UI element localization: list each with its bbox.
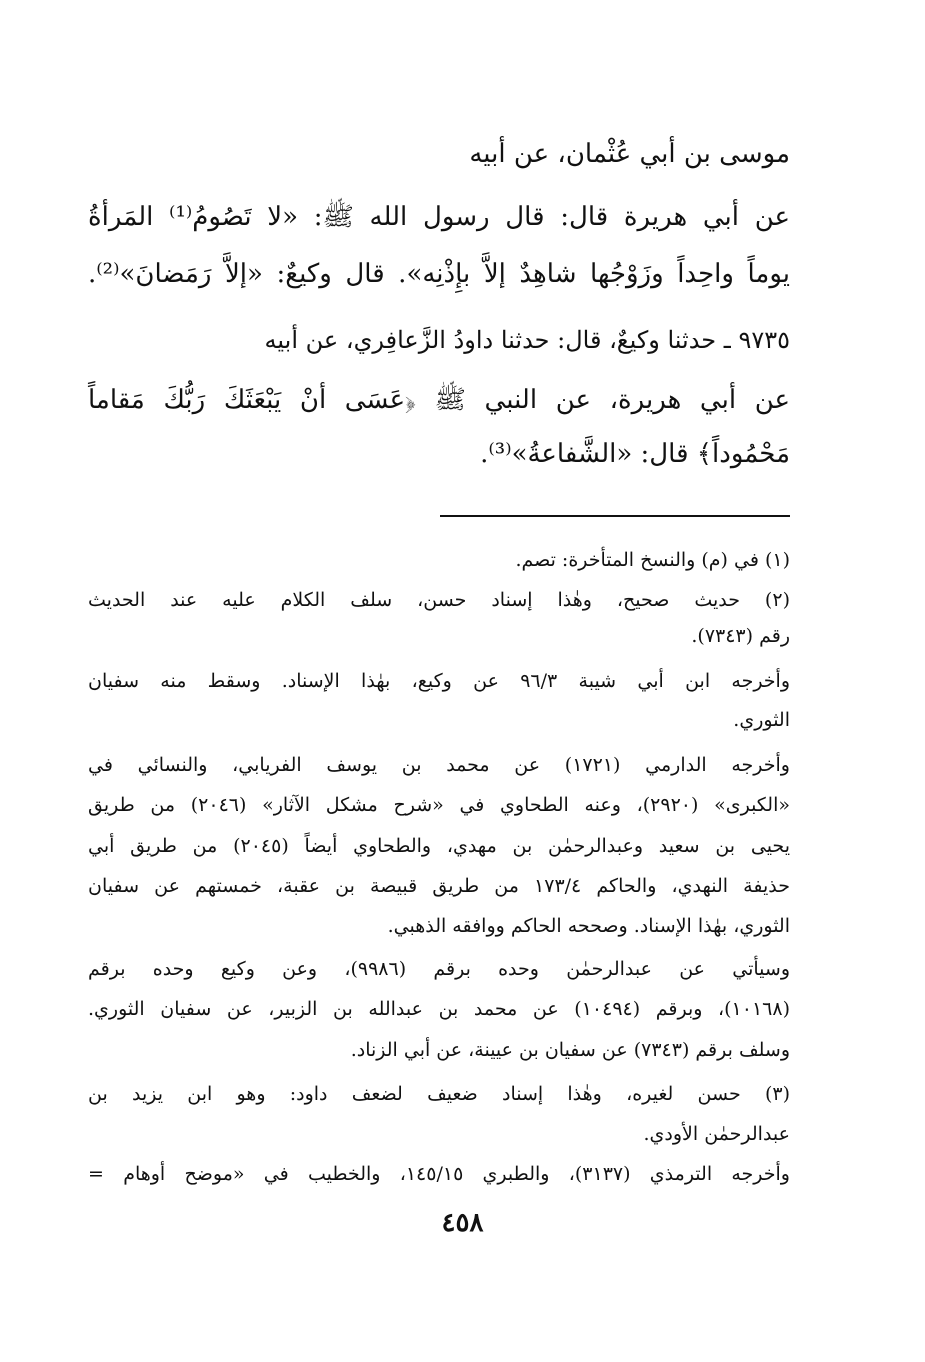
footnote-2-line: وسلف برقم (٧٣٤٣) عن سفيان بن عيينة، عن أبي الزناد. xyxy=(350,1039,790,1061)
footnote-3-line: وأخرجه الترمذي (٣١٣٧)، والطبري ١٤٥/١٥، والخطيب في «موضح أوهام = xyxy=(88,1163,790,1185)
footnote-3-line: (٣) حسن لغيره، وهٰذا إسناد ضعيف لضعف داود: وهو ابن يزيد بن xyxy=(88,1083,790,1105)
footnote-2-line: يحيى بن سعيد وعبدالرحمٰن بن مهدي، والطحاوي أيضاً (٢٠٤٥) من طريق أبي xyxy=(88,835,790,857)
main-text-line-2: عن أبي هريرة قال: قال رسول الله ﷺ: «لا تَصُومُ⁽¹⁾ المَرأةُ xyxy=(88,202,790,232)
footnote-1: (١) في (م) والنسخ المتأخرة: تصم. xyxy=(515,549,790,571)
main-text-line-5: عن أبي هريرة، عن النبي ﷺ ﴿عَسَى أنْ يَبْعَثَكَ رَبُّكَ مَقاماً xyxy=(88,385,790,415)
footnote-2-line: «الكبرى» (٢٩٢٠)، وعنه الطحاوي في «شرح مشكل الآثار» (٢٠٤٦) من طريق xyxy=(88,794,790,816)
main-text-line-3: يوماً واحِداً وزَوْجُها شاهِدٌ إلاَّ بإِذْنِه». قال وكيعٌ: «إلاَّ رَمَضانَ»⁽²⁾. xyxy=(88,259,790,289)
page-number: ٤٥٨ xyxy=(441,1208,484,1238)
footnote-2-line: وأخرجه ابن أبي شيبة ٩٦/٣ عن وكيع، بهٰذا الإسناد. وسقط منه سفيان xyxy=(88,670,790,692)
footnote-2-line: الثوري. xyxy=(733,709,790,731)
footnote-2-line: الثوري، بهٰذا الإسناد. وصححه الحاكم ووافقه الذهبي. xyxy=(387,915,790,937)
footnote-2-line: حذيفة النهدي، والحاكم ١٧٣/٤ من طريق قبيصة بن عقبة، خمستهم عن سفيان xyxy=(88,875,790,897)
footnote-2-line: (١٠١٦٨)، وبرقم (١٠٤٩٤) عن محمد بن عبدالله بن الزبير، عن سفيان الثوري. xyxy=(88,998,790,1020)
main-text-line-6: مَحْمُوداً﴾ قال: «الشَّفاعةُ»⁽³⁾. xyxy=(480,439,790,469)
hadith-9735-line-1: ٩٧٣٥ ـ حدثنا وكيعٌ، قال: حدثنا داودُ الزَّعافِري، عن أبيه xyxy=(264,326,790,354)
main-text-line-1: موسى بن أبي عُثْمان، عن أبيه xyxy=(469,139,790,169)
footnote-2-line: رقم (٧٣٤٣). xyxy=(691,625,790,647)
footnote-separator xyxy=(440,515,790,517)
footnote-3-line: عبدالرحمٰن الأودي. xyxy=(643,1123,790,1145)
footnote-2-line: (٢) حديث صحيح، وهٰذا إسناد حسن، سلف الكلام عليه عند الحديث xyxy=(88,589,790,611)
footnote-2-line: وسيأتي عن عبدالرحمٰن وحده برقم (٩٩٨٦)، وعن وكيع وحده برقم xyxy=(88,958,790,980)
footnote-2-line: وأخرجه الدارمي (١٧٢١) عن محمد بن يوسف الفريابي، والنسائي في xyxy=(88,754,790,776)
